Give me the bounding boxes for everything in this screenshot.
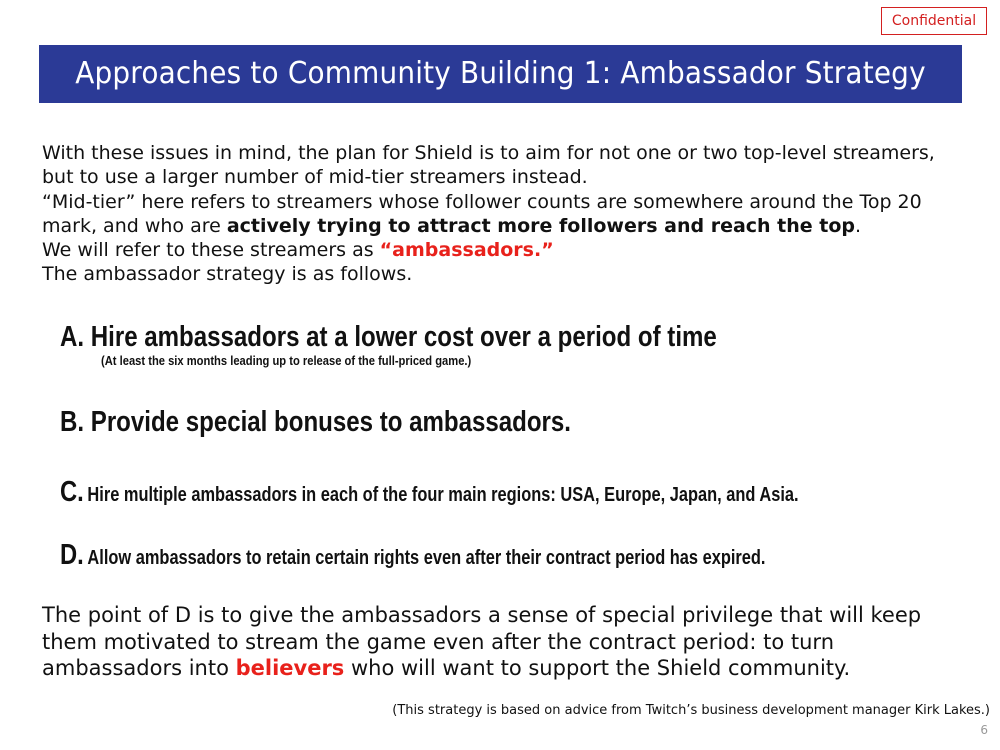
intro-text [42,141,972,287]
strategy-item-d [60,539,765,572]
intro-line-2-bold: actively trying to attract more followers and reach the top [226,214,856,237]
item-a-text: Hire ambassadors at a lower cost over a period of time [90,321,717,353]
intro-line-2-plain: “Mid-tier” here refers to streamers whose follower counts are somewhere around the Top 20 mark, and who are [42,190,922,237]
closing-plain-1: The point of D is to give the ambassadors a sense of special privilege that will keep them motivated to stream the game even after the contract period: to turn ambassadors into [42,603,922,680]
intro-line-4: The ambassador strategy is as follows. [42,263,413,286]
believers-highlight: believers [235,656,345,680]
item-d-letter: D. [60,539,84,571]
item-b-text: Provide special bonuses to ambassadors. [90,406,572,438]
strategy-item-a [60,321,717,354]
strategy-item-b [60,406,571,439]
item-a-note: (At least the six months leading up to release of the full-priced game.) [101,353,472,368]
intro-line-1: With these issues in mind, the plan for Shield is to aim for not one or two top-level streamers, but to use a larger number of mid-tier streamers instead. [42,142,935,189]
item-d-text: Allow ambassadors to retain certain rights even after their contract period has expired. [87,547,766,569]
item-c-text: Hire multiple ambassadors in each of the four main regions: USA, Europe, Japan, and Asia. [87,484,799,506]
closing-paragraph [42,602,972,682]
source-note: (This strategy is based on advice from Twitch’s business development manager Kirk Lakes.) [392,703,990,718]
closing-plain-2: who will want to support the Shield community. [344,656,851,680]
strategy-item-c [60,476,799,509]
title-bar [39,45,962,103]
intro-line-2 [42,190,972,239]
item-b-letter: B. [60,406,85,438]
closing-text [42,602,972,682]
intro-line-2-end: . [855,214,862,237]
ambassadors-highlight: “ambassadors.” [379,239,554,262]
slide-title: Approaches to Community Building 1: Ambassador Strategy [75,56,926,91]
page-number: 6 [980,723,988,737]
intro-line-3-plain: We will refer to these streamers as [42,239,380,262]
confidential-badge: Confidential [881,7,987,35]
item-a-letter: A. [60,321,85,353]
item-c-letter: C. [60,476,84,508]
intro-line-3 [42,238,972,262]
